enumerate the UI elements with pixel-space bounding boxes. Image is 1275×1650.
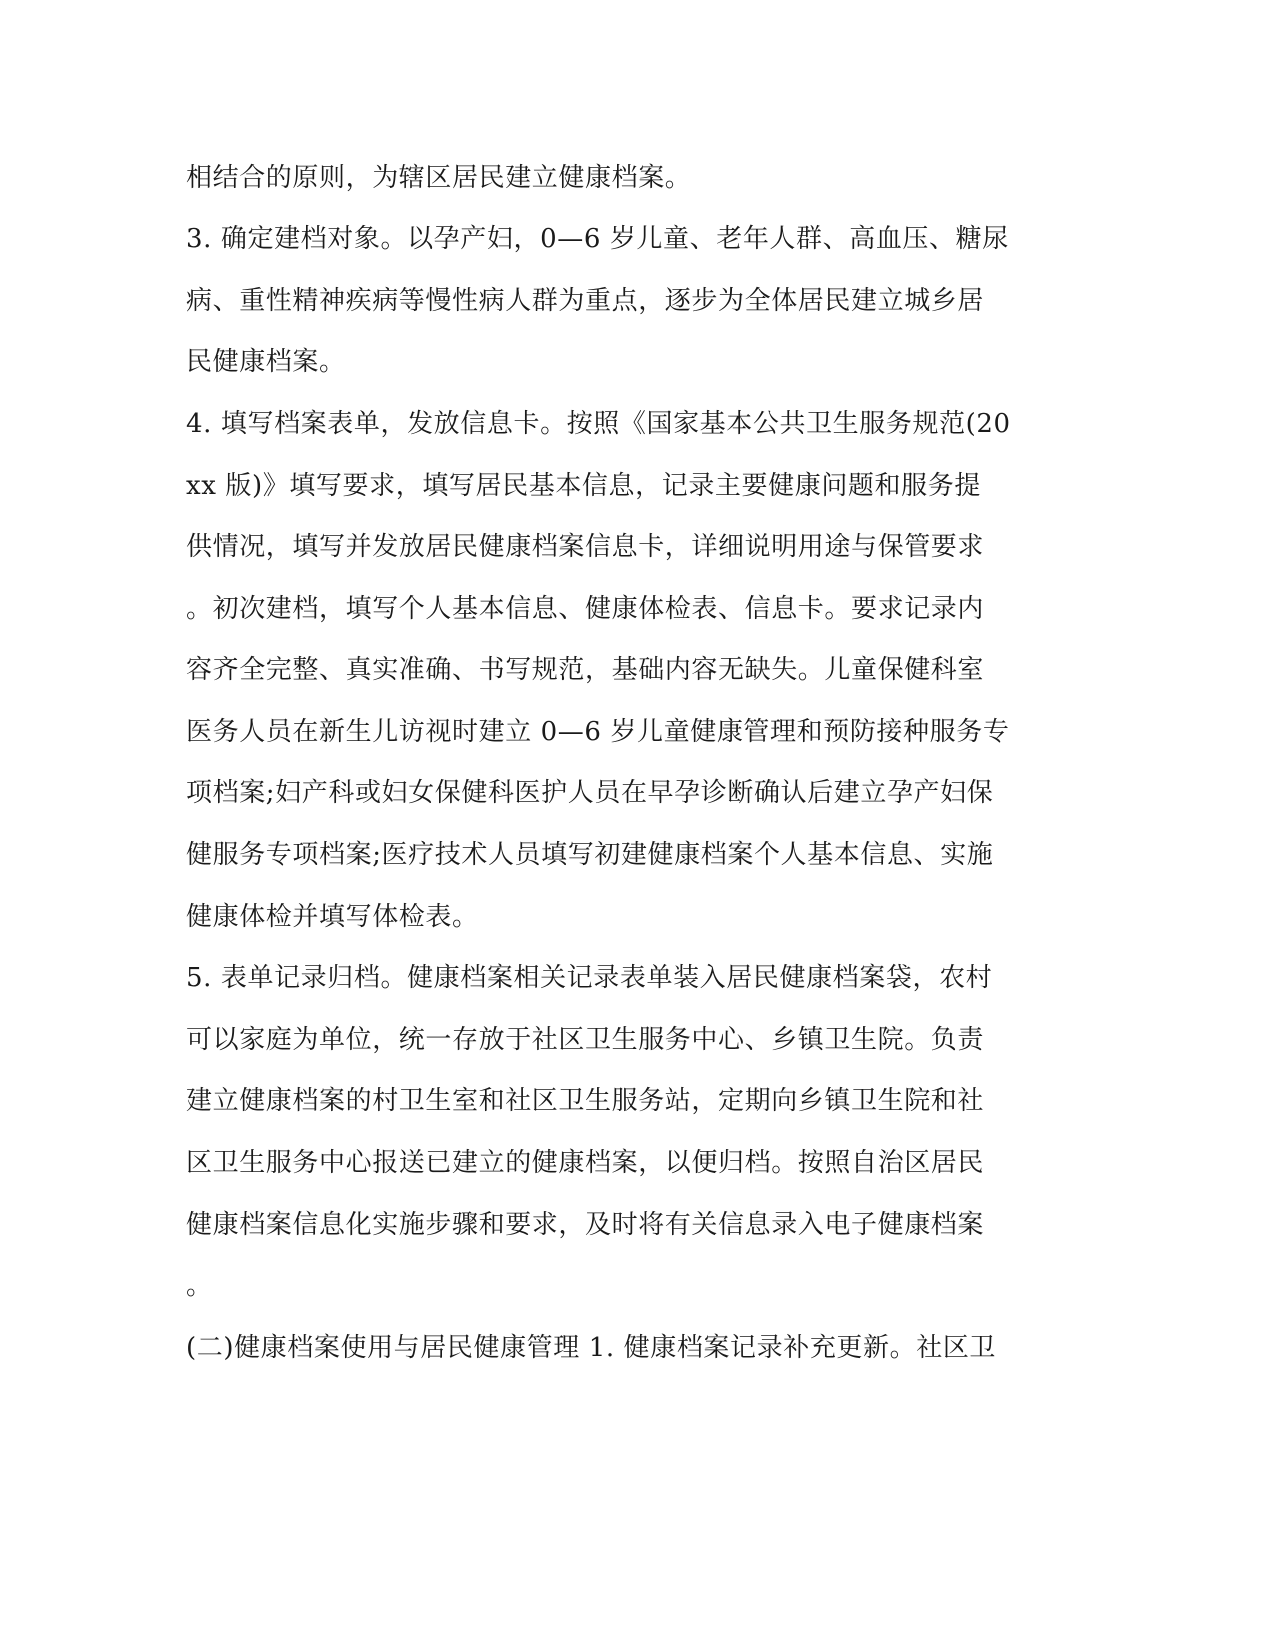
text-line: 。初次建档，填写个人基本信息、健康体检表、信息卡。要求记录内 [186, 594, 985, 624]
text-line: 病、重性精神疾病等慢性病人群为重点，逐步为全体居民建立城乡居 [186, 286, 985, 316]
text-line: 健康档案信息化实施步骤和要求，及时将有关信息录入电子健康档案 [186, 1210, 985, 1240]
text-line: 。 [186, 1271, 213, 1301]
text-line: 医务人员在新生儿访视时建立 0—6 岁儿童健康管理和预防接种服务专 [186, 717, 1010, 747]
text-line: 4. 填写档案表单，发放信息卡。按照《国家基本公共卫生服务规范(20 [186, 409, 1011, 439]
text-line: 3. 确定建档对象。以孕产妇，0—6 岁儿童、老年人群、高血压、糖尿 [186, 224, 1009, 254]
text-line: 供情况，填写并发放居民健康档案信息卡，详细说明用途与保管要求 [186, 532, 985, 562]
text-line: xx 版)》填写要求，填写居民基本信息，记录主要健康问题和服务提 [186, 471, 981, 501]
text-line: 可以家庭为单位，统一存放于社区卫生服务中心、乡镇卫生院。负责 [186, 1025, 985, 1055]
text-line: 项档案;妇产科或妇女保健科医护人员在早孕诊断确认后建立孕产妇保 [186, 778, 994, 808]
text-line: 健服务专项档案;医疗技术人员填写初建健康档案个人基本信息、实施 [186, 840, 994, 870]
text-line: 区卫生服务中心报送已建立的健康档案，以便归档。按照自治区居民 [186, 1148, 985, 1178]
text-line: 5. 表单记录归档。健康档案相关记录表单装入居民健康档案袋，农村 [186, 963, 993, 993]
text-line: (二)健康档案使用与居民健康管理 1. 健康档案记录补充更新。社区卫 [186, 1333, 997, 1363]
text-line: 相结合的原则，为辖区居民建立健康档案。 [186, 163, 692, 193]
text-line: 民健康档案。 [186, 347, 346, 377]
text-line: 建立健康档案的村卫生室和社区卫生服务站，定期向乡镇卫生院和社 [186, 1086, 985, 1116]
text-line: 容齐全完整、真实准确、书写规范，基础内容无缺失。儿童保健科室 [186, 655, 985, 685]
text-line: 健康体检并填写体检表。 [186, 902, 479, 932]
